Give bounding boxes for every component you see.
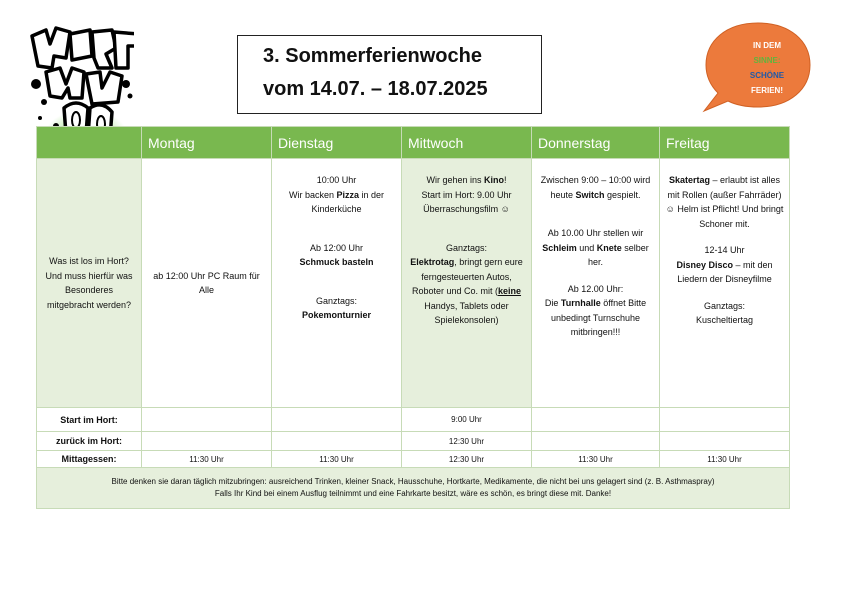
mittwoch-ganztags: Ganztags: [445, 242, 488, 253]
donnerstag-switch: Zwischen 9:00 – 10:00 wird heute Switch gespielt. [540, 175, 651, 200]
dienstag-time-1: 10:00 Uhr [316, 175, 357, 185]
donnerstag-time: Ab 12.00 Uhr: [567, 283, 624, 294]
back-label: zurück im Hort: [37, 432, 142, 451]
start-label: Start im Hort: [37, 408, 142, 432]
mittwoch-film: Überraschungsfilm ☺ [423, 204, 510, 214]
bubble-text [724, 38, 810, 98]
back-row [37, 432, 790, 451]
lunch-row [37, 451, 790, 468]
mittwoch-start: Start im Hort: 9.00 Uhr [421, 189, 512, 200]
title-box [237, 35, 542, 114]
freitag-skatertag: Skatertag – erlaubt ist alles mit Rollen (außer Fahrräder) ☺ Helm ist Pflicht! Und bringt Schoner mit. [665, 175, 784, 229]
title-line-2: vom 14.07. – 18.07.2025 [263, 78, 488, 100]
back-montag [142, 432, 272, 451]
start-mittwoch: 9:00 Uhr [402, 408, 532, 432]
freitag-kuscheltier: Kuscheltiertag [695, 315, 754, 325]
mittwoch-kino: Wir gehen ins Kino! [426, 175, 507, 185]
lunch-montag: 11:30 Uhr [142, 451, 272, 468]
footer-line-1: Bitte denken sie daran täglich mitzubringen: ausreichend Trinken, kleiner Snack, Hausschuhe, Hortkarte, Medikamente, die nicht bei uns gelagert sind (z. B. Asthmaspray) [111, 477, 715, 486]
dienstag-time-2: Ab 12:00 Uhr [309, 242, 364, 253]
header-freitag: Freitag [660, 127, 790, 159]
footer-note [37, 468, 790, 509]
freitag-time: 12-14 Uhr [704, 245, 745, 255]
weekly-plan-table [36, 126, 790, 509]
lunch-freitag: 11:30 Uhr [660, 451, 790, 468]
title-line-1: 3. Sommerferienwoche [263, 45, 482, 67]
header-corner [37, 127, 142, 159]
footer-row [37, 468, 790, 509]
back-donnerstag [532, 432, 660, 451]
activity-freitag [660, 159, 790, 408]
lunch-label: Mittagessen: [37, 451, 142, 468]
lunch-mittwoch: 12:30 Uhr [402, 451, 532, 468]
dienstag-schmuck: Schmuck basteln [299, 257, 374, 267]
start-donnerstag [532, 408, 660, 432]
start-freitag [660, 408, 790, 432]
header-montag: Montag [142, 127, 272, 159]
mittwoch-elektrotag: Elektrotag, bringt gern eure ferngesteuerten Autos, Roboter und Co. mit (keine Handys, Tablets oder Spielekonsolen) [410, 257, 523, 325]
donnerstag-turnhalle: Die Turnhalle öffnet Bitte unbedingt Turnschuhe mitbringen!!! [544, 298, 647, 337]
header-mittwoch: Mittwoch [402, 127, 532, 159]
lunch-donnerstag: 11:30 Uhr [532, 451, 660, 468]
bubble-line-1: IN DEM [753, 41, 781, 50]
activities-row [37, 159, 790, 408]
bubble-line-3: SCHÖNE [749, 71, 785, 80]
bubble-line-2: SINNE: [753, 56, 781, 65]
header-donnerstag: Donnerstag [532, 127, 660, 159]
start-dienstag [272, 408, 402, 432]
back-dienstag [272, 432, 402, 451]
table-header-row [37, 127, 790, 159]
donnerstag-schleim: Ab 10.00 Uhr stellen wir Schleim und Knete selber her. [542, 228, 649, 267]
activity-dienstag [272, 159, 402, 408]
start-montag [142, 408, 272, 432]
footer-line-2: Falls Ihr Kind bei einem Ausflug teilnimmt und eine Fahrkarte besitzt, wäre es schön, es bringt diese mit. Danke! [214, 489, 612, 498]
freitag-disco: Disney Disco – mit den Liedern der Disneyfilme [676, 259, 773, 284]
lunch-dienstag: 11:30 Uhr [272, 451, 402, 468]
activity-donnerstag [532, 159, 660, 408]
back-mittwoch: 12:30 Uhr [402, 432, 532, 451]
bubble-line-4: FERIEN! [751, 86, 783, 95]
dienstag-pizza: Wir backen Pizza in der Kinderküche [288, 189, 385, 214]
activity-montag: ab 12:00 Uhr PC Raum für Alle [142, 159, 272, 408]
dienstag-pokemon: Pokemonturnier [301, 310, 371, 320]
back-freitag [660, 432, 790, 451]
freitag-ganztags: Ganztags: [703, 300, 746, 311]
activity-mittwoch [402, 159, 532, 408]
header-dienstag: Dienstag [272, 127, 402, 159]
dienstag-ganztags: Ganztags: [315, 295, 358, 306]
start-row [37, 408, 790, 432]
activities-label: Was ist los im Hort? Und muss hierfür was Besonderes mitgebracht werden? [37, 159, 142, 408]
